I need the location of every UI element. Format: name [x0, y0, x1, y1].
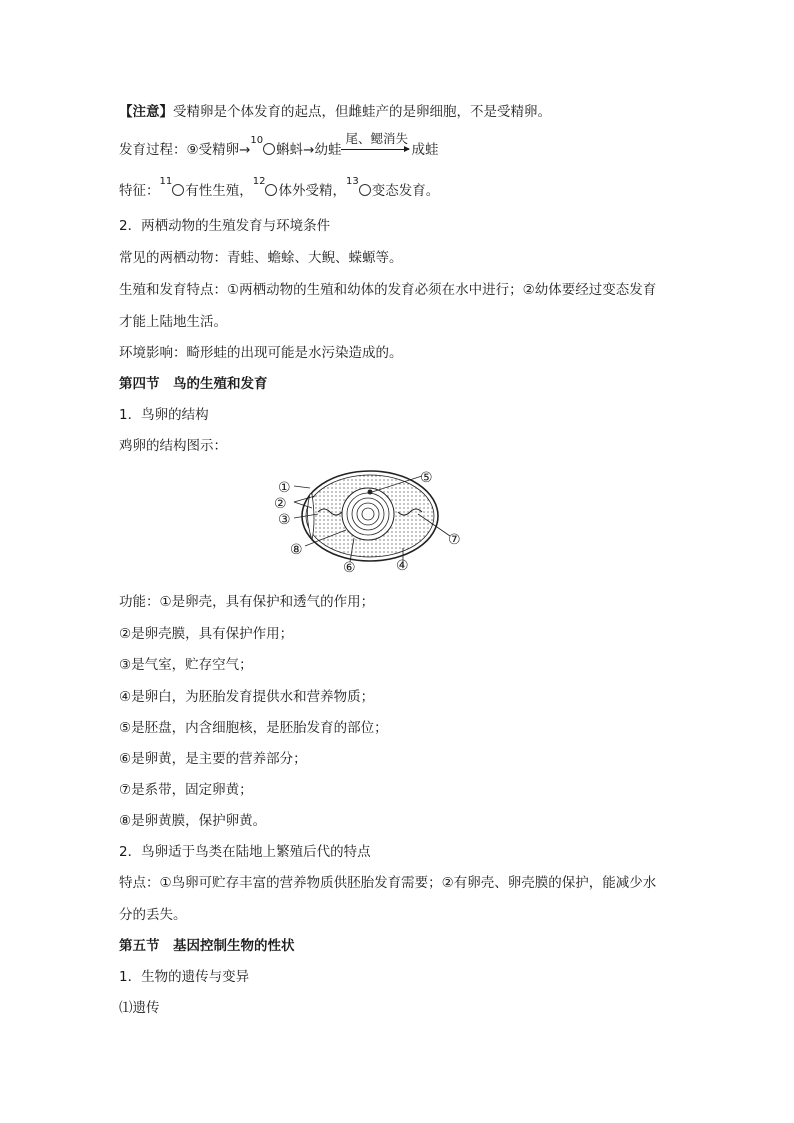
note-line	[119, 102, 551, 122]
function-8: ⑧是卵黄膜，保护卵黄。	[119, 813, 267, 829]
development-end: 成蛙	[411, 142, 439, 158]
features-prefix: 特征：	[119, 183, 160, 199]
yolk	[342, 488, 394, 540]
section-heading: 1．鸟卵的结构	[119, 407, 209, 423]
function-6: ⑥是卵黄，是主要的营养部分；	[119, 751, 307, 767]
blank-circle-icon	[359, 184, 371, 196]
function-3: ③是气室，贮存空气；	[119, 657, 253, 673]
germinal-disc	[368, 490, 373, 495]
right-arrow-icon	[341, 149, 409, 150]
egg-label-3: ③	[278, 512, 291, 528]
paragraph: 才能上陆地生活。	[119, 314, 227, 330]
paragraph: 特点：①鸟卵可贮存丰富的营养物质供胚胎发育需要；②有卵壳、卵壳膜的保护，能减少水	[119, 875, 657, 891]
section-heading: 1．生物的遗传与变异	[119, 969, 250, 985]
function-5: ⑤是胚盘，内含细胞核，是胚胎发育的部位；	[119, 720, 388, 736]
number-13: 13	[345, 176, 359, 187]
blank-circle-icon	[263, 143, 275, 155]
number-10: 10	[250, 135, 264, 146]
development-step9: ⑨受精卵→	[186, 142, 251, 158]
egg-label-8: ⑧	[290, 542, 303, 558]
development-prefix: 发育过程：	[119, 142, 187, 158]
function-1: ①是卵壳，具有保护和透气的作用；	[159, 594, 375, 610]
paragraph: 常见的两栖动物：青蛙、蟾蜍、大鲵、蝾螈等。	[119, 250, 403, 266]
egg-label-7: ⑦	[448, 532, 461, 548]
chapter-heading: 第五节 基因控制生物的性状	[119, 938, 295, 954]
figure-caption: 鸡卵的结构图示：	[119, 438, 227, 454]
blank-circle-icon	[265, 184, 277, 196]
arrow-with-label	[341, 131, 411, 160]
blank-circle-icon	[172, 184, 184, 196]
feature-13: 变态发育。	[371, 183, 440, 199]
subsection-heading: ⑴遗传	[119, 1000, 160, 1016]
functions-line	[119, 592, 374, 612]
chapter-heading: 第四节 鸟的生殖和发育	[119, 376, 268, 392]
paragraph: 分的丢失。	[119, 907, 187, 923]
number-11: 11	[159, 176, 173, 187]
features-line	[119, 176, 440, 203]
egg-label-6: ⑥	[343, 560, 356, 576]
development-line	[119, 131, 439, 162]
feature-11: 有性生殖，	[185, 183, 253, 199]
number-12: 12	[252, 176, 266, 187]
egg-label-4: ④	[396, 558, 409, 574]
functions-label: 功能：	[119, 594, 160, 610]
function-2: ②是卵壳膜，具有保护作用；	[119, 626, 294, 642]
egg-structure-diagram	[270, 466, 470, 578]
paragraph: 生殖和发育特点：①两栖动物的生殖和幼体的发育必须在水中进行；②幼体要经过变态发育	[119, 282, 657, 298]
development-step10: 蝌蚪→幼蛙	[276, 142, 342, 158]
egg-label-5: ⑤	[420, 470, 433, 486]
egg-label-2: ②	[274, 496, 287, 512]
feature-12: 体外受精，	[278, 183, 346, 199]
section-heading: 2．鸟卵适于鸟类在陆地上繁殖后代的特点	[119, 844, 371, 860]
section-heading: 2．两栖动物的生殖发育与环境条件	[119, 218, 331, 234]
arrow-label: 尾、鳃消失	[345, 131, 408, 146]
function-4: ④是卵白，为胚胎发育提供水和营养物质；	[119, 689, 375, 705]
function-7: ⑦是系带，固定卵黄；	[119, 782, 253, 798]
paragraph: 环境影响：畸形蛙的出现可能是水污染造成的。	[119, 345, 403, 361]
egg-label-1: ①	[278, 480, 291, 496]
note-text: 受精卵是个体发育的起点，但雌蛙产的是卵细胞，不是受精卵。	[173, 104, 551, 120]
note-label: 【注意】	[119, 104, 173, 120]
